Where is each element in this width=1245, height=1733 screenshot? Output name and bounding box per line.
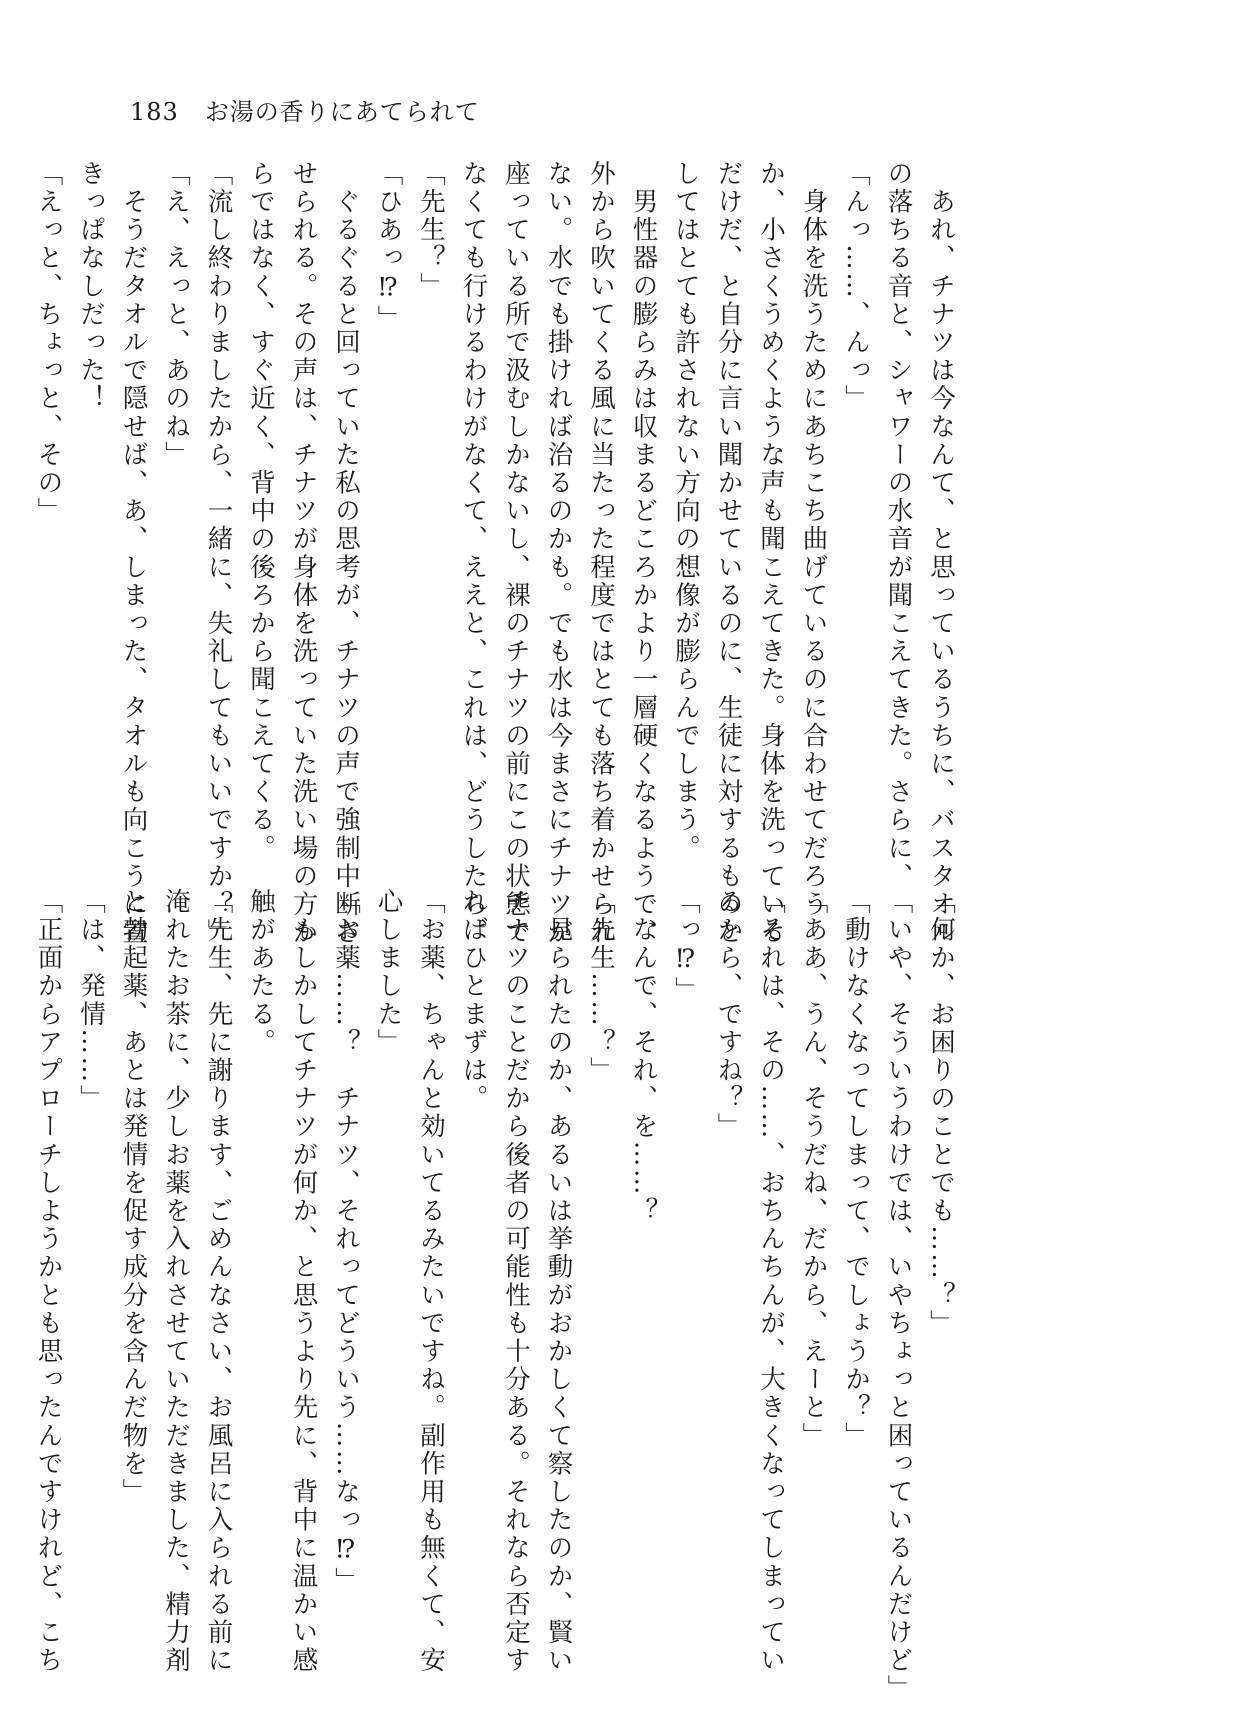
text-line: 「流し終わりましたから、一緒に、失礼してもいいですか？」 bbox=[203, 160, 234, 947]
text-line: ない。水でも掛ければ治るのかも。でも水は今まさにチナツが bbox=[543, 160, 574, 947]
text-line: きっぱなしだった！ bbox=[76, 160, 106, 413]
text-line: 「先生……？」 bbox=[586, 888, 616, 1085]
upper-text-block bbox=[27, 160, 962, 947]
text-line: 触があたる。 bbox=[246, 888, 276, 1057]
text-line: 「え、えっと、あのね」 bbox=[161, 160, 191, 470]
text-line: らではなく、すぐ近く、背中の後ろから聞こえてくる。 bbox=[246, 160, 276, 863]
text-line: 「先生？」 bbox=[416, 160, 446, 301]
text-line: 「ああ、うん、そうだね、だから、えーと」 bbox=[798, 888, 829, 1450]
text-line: もしかしてチナツが何か、と思うより先に、背中に温かい感 bbox=[288, 888, 319, 1675]
text-line: してはとても許されない方向の想像が膨らんでしまう。 bbox=[671, 160, 701, 863]
running-header bbox=[130, 92, 480, 127]
text-line: 「んっ……、んっ」 bbox=[841, 160, 871, 413]
text-line: チナツのことだから後者の可能性も十分ある。それなら否定す bbox=[501, 888, 531, 1675]
text-line: ればひとまずは。 bbox=[458, 888, 489, 1113]
text-line: 身体を洗うためにあちこち曲げているのに合わせてだろう bbox=[798, 160, 829, 919]
text-line: 「動けなくなってしまって、でしょうか？」 bbox=[841, 888, 871, 1450]
text-line: 「いや、そういうわけでは、いやちょっと困っているんだけど」 bbox=[883, 888, 914, 1703]
text-line: 「ひあっ⁉」 bbox=[373, 160, 404, 334]
text-line: るから、ですね？」 bbox=[713, 888, 744, 1141]
text-line: だけだ、と自分に言い聞かせているのに、生徒に対するものと bbox=[713, 160, 744, 947]
text-line: 外から吹いてくる風に当たった程度ではとても落ち着かせられ bbox=[586, 160, 616, 947]
text-line: なんで、それ、を……？ bbox=[628, 888, 659, 1226]
text-line: 「正面からアプローチしようかとも思ったんですけれど、こち bbox=[33, 888, 64, 1675]
text-line: 「それは、その……、おちんちんが、大きくなってしまってい bbox=[756, 888, 786, 1675]
text-line: 淹れたお茶に、少しお薬を入れさせていただきました、精力剤 bbox=[161, 888, 191, 1675]
text-line: 男性器の膨らみは収まるどころかより一層硬くなるようで、 bbox=[628, 160, 659, 947]
text-line: せられる。その声は、チナツが身体を洗っていた洗い場の方か bbox=[288, 160, 319, 947]
chapter-title: お湯の香りにあてられて bbox=[204, 98, 480, 126]
text-line: 「っ⁉」 bbox=[671, 888, 701, 1005]
text-line: 「お薬、ちゃんと効いてるみたいですね。副作用も無くて、安 bbox=[416, 888, 446, 1675]
text-line: と勃起薬、あとは発情を促す成分を含んだ物を」 bbox=[118, 888, 149, 1507]
text-line: ぐるぐると回っていた私の思考が、チナツの声で強制中断さ bbox=[331, 160, 361, 947]
text-line: 「先生、先に謝ります、ごめんなさい、お風呂に入られる前に bbox=[203, 888, 234, 1675]
text-line: か、小さくうめくような声も聞こえてきた。身体を洗っている bbox=[756, 160, 786, 947]
text-line: の落ちる音と、シャワーの水音が聞こえてきた。さらに、 bbox=[883, 160, 914, 891]
text-line: 「は、発情……」 bbox=[76, 888, 106, 1113]
text-line: 「何か、お困りのことでも……？」 bbox=[926, 888, 956, 1338]
text-line: 心しました」 bbox=[373, 888, 404, 1057]
text-line: あれ、チナツは今なんて、と思っているうちに、バスタオル bbox=[926, 160, 956, 947]
text-line: 「お薬……？ チナツ、それってどういう……なっ⁉」 bbox=[331, 888, 361, 1595]
text-line: 座っている所で汲むしかないし、裸のチナツの前にこの状態で bbox=[501, 160, 531, 947]
lower-text-block bbox=[27, 888, 962, 1703]
text-line: 見られたのか、あるいは挙動がおかしくて察したのか、賢い bbox=[543, 888, 574, 1675]
text-line: 「えっと、ちょっと、その」 bbox=[33, 160, 64, 526]
text-line: なくても行けるわけがなくて、ええと、これは、どうしたら。 bbox=[458, 160, 489, 947]
text-line: そうだタオルで隠せば、あ、しまった、タオルも向こうに置 bbox=[118, 160, 149, 947]
page-number: 183 bbox=[130, 98, 179, 126]
